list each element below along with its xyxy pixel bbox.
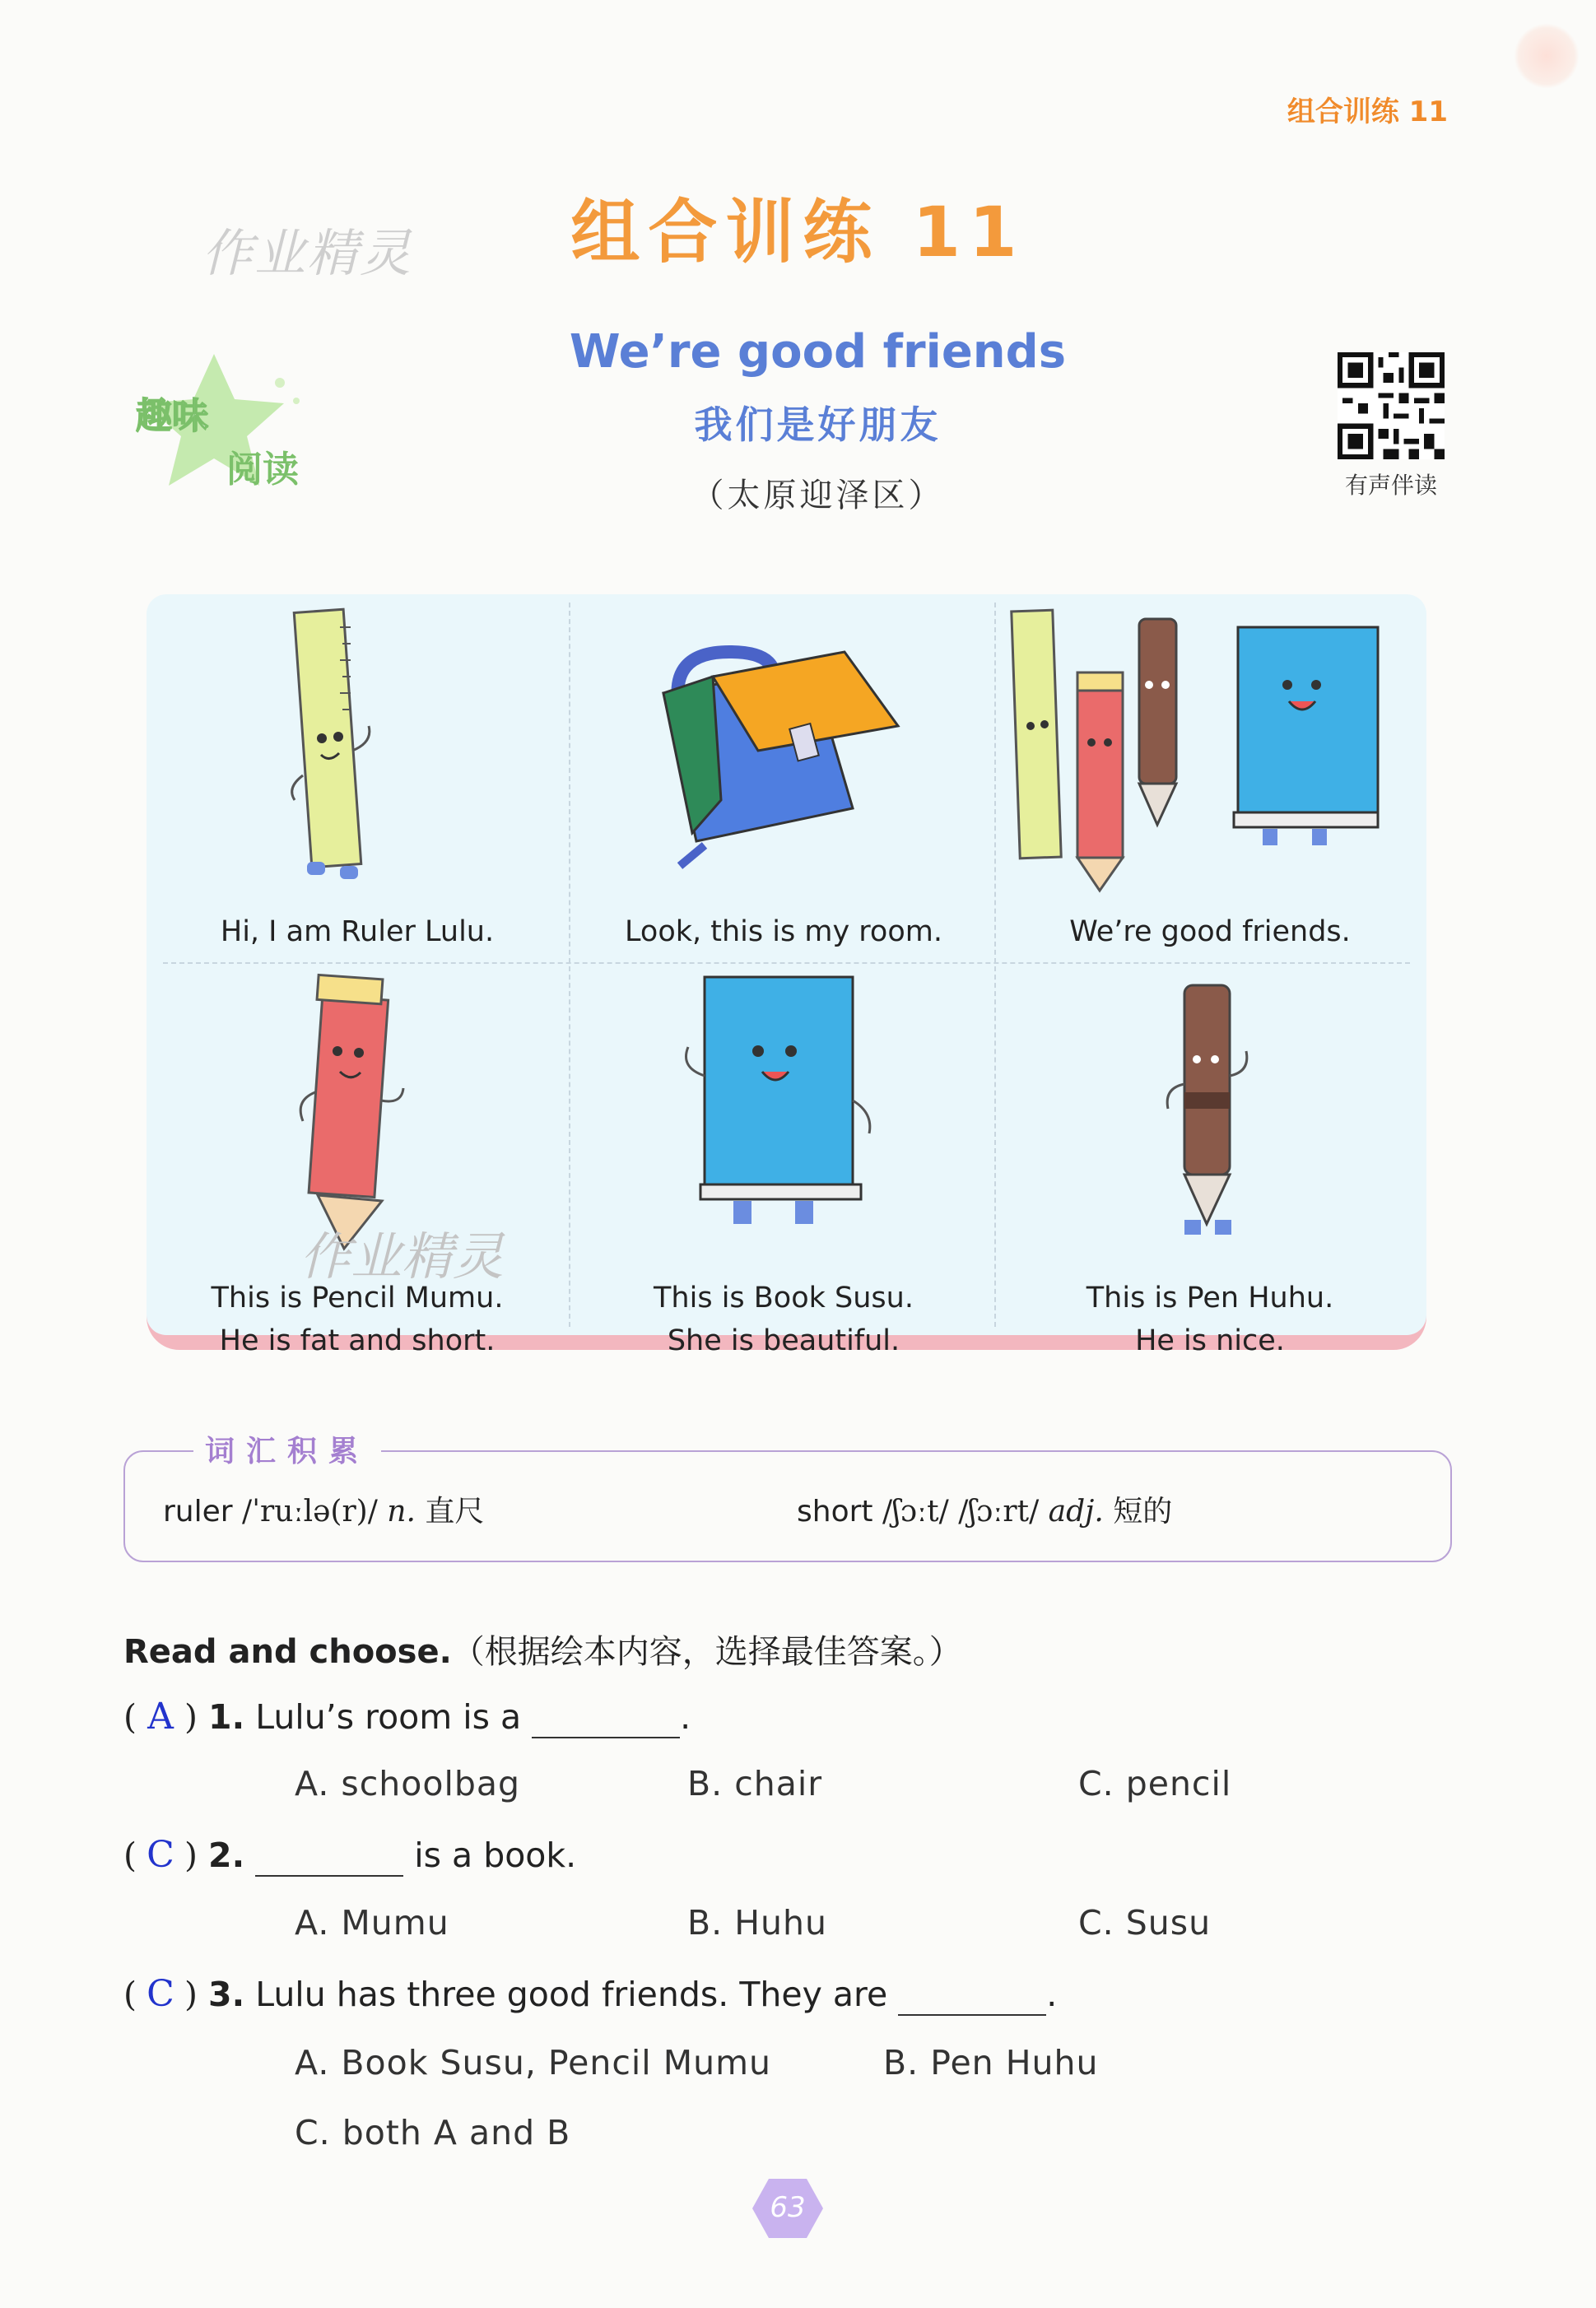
ruler-character-illustration (147, 594, 568, 899)
header-tag: 组合训练 11 (1287, 95, 1448, 128)
page-number (751, 2177, 825, 2240)
caption-line: This is Book Susu. (654, 1282, 914, 1315)
option[interactable]: A. schoolbag (295, 1764, 521, 1803)
watermark: 作业精灵 (299, 1226, 504, 1287)
answer-blank[interactable] (255, 1836, 403, 1877)
comic-panel-5 (573, 969, 994, 1357)
page-title: 组合训练 11 (570, 192, 1026, 272)
caption-line: She is beautiful. (667, 1324, 900, 1357)
friends-group-illustration (999, 594, 1421, 899)
qr-code-icon[interactable] (1338, 352, 1445, 459)
badge-line1: 趣味 (136, 395, 208, 437)
corner-decoration (1514, 23, 1580, 89)
caption-line: Hi, I am Ruler Lulu. (220, 915, 495, 948)
answer-1[interactable]: A (147, 1696, 174, 1738)
option[interactable]: B. chair (687, 1764, 823, 1803)
vocab-item-short: short /ʃɔːt/ /ʃɔːrt/ adj. 短的 (797, 1495, 1173, 1529)
answer-blank[interactable] (532, 1697, 680, 1738)
divider (163, 962, 1410, 964)
read-choose-title: Read and choose.（根据绘本内容，选择最佳答案。） (123, 1633, 962, 1671)
option[interactable]: C. both A and B (295, 2113, 571, 2152)
option[interactable]: C. pencil (1078, 1764, 1232, 1803)
story-title-cn: 我们是好朋友 (694, 403, 942, 447)
option[interactable]: B. Pen Huhu (883, 2043, 1099, 2082)
svg-text:63: 63 (770, 2191, 806, 2224)
option[interactable]: C. Susu (1078, 1903, 1212, 1943)
comic-panel-1 (147, 594, 568, 961)
question-2: ( C ) 2. is a book. (123, 1834, 577, 1876)
option[interactable]: B. Huhu (687, 1903, 827, 1943)
book-character-illustration (573, 969, 994, 1273)
comic-panel-6 (999, 969, 1421, 1357)
divider (569, 603, 570, 1327)
comic-strip (147, 594, 1426, 1357)
watermark: 作业精灵 (202, 223, 413, 283)
answer-3[interactable]: C (147, 1973, 174, 2015)
vocab-title: 词汇积累 (193, 1428, 381, 1470)
caption-line: Look, this is my room. (625, 915, 942, 948)
caption-line: We’re good friends. (1069, 915, 1351, 948)
pen-character-illustration (999, 969, 1421, 1273)
fun-reading-badge (115, 350, 321, 498)
comic-panel-2 (573, 594, 994, 961)
comic-panel-3 (999, 594, 1421, 961)
story-region: （太原迎泽区） (691, 477, 945, 514)
caption-line: This is Pen Huhu. (1086, 1282, 1334, 1315)
option[interactable]: A. Book Susu, Pencil Mumu (295, 2043, 772, 2082)
comic-panel-4 (147, 969, 568, 1357)
question-3: ( C ) 3. Lulu has three good friends. They are . (123, 1973, 1058, 2015)
caption-line: He is fat and short. (219, 1324, 496, 1357)
vocab-item-ruler: ruler /ˈruːlə(r)/ n. 直尺 (163, 1495, 485, 1529)
option[interactable]: A. Mumu (295, 1903, 449, 1943)
answer-blank[interactable] (898, 1975, 1046, 2016)
answer-2[interactable]: C (147, 1834, 174, 1876)
caption-line: He is nice. (1135, 1324, 1285, 1357)
story-title-en: We’re good friends (569, 325, 1067, 379)
caption-line: This is Pencil Mumu. (211, 1282, 504, 1315)
divider (994, 603, 996, 1327)
qr-label: 有声伴读 (1344, 472, 1437, 499)
schoolbag-illustration (573, 594, 994, 899)
question-1: ( A ) 1. Lulu’s room is a . (123, 1696, 691, 1738)
badge-line2: 阅读 (226, 449, 299, 491)
